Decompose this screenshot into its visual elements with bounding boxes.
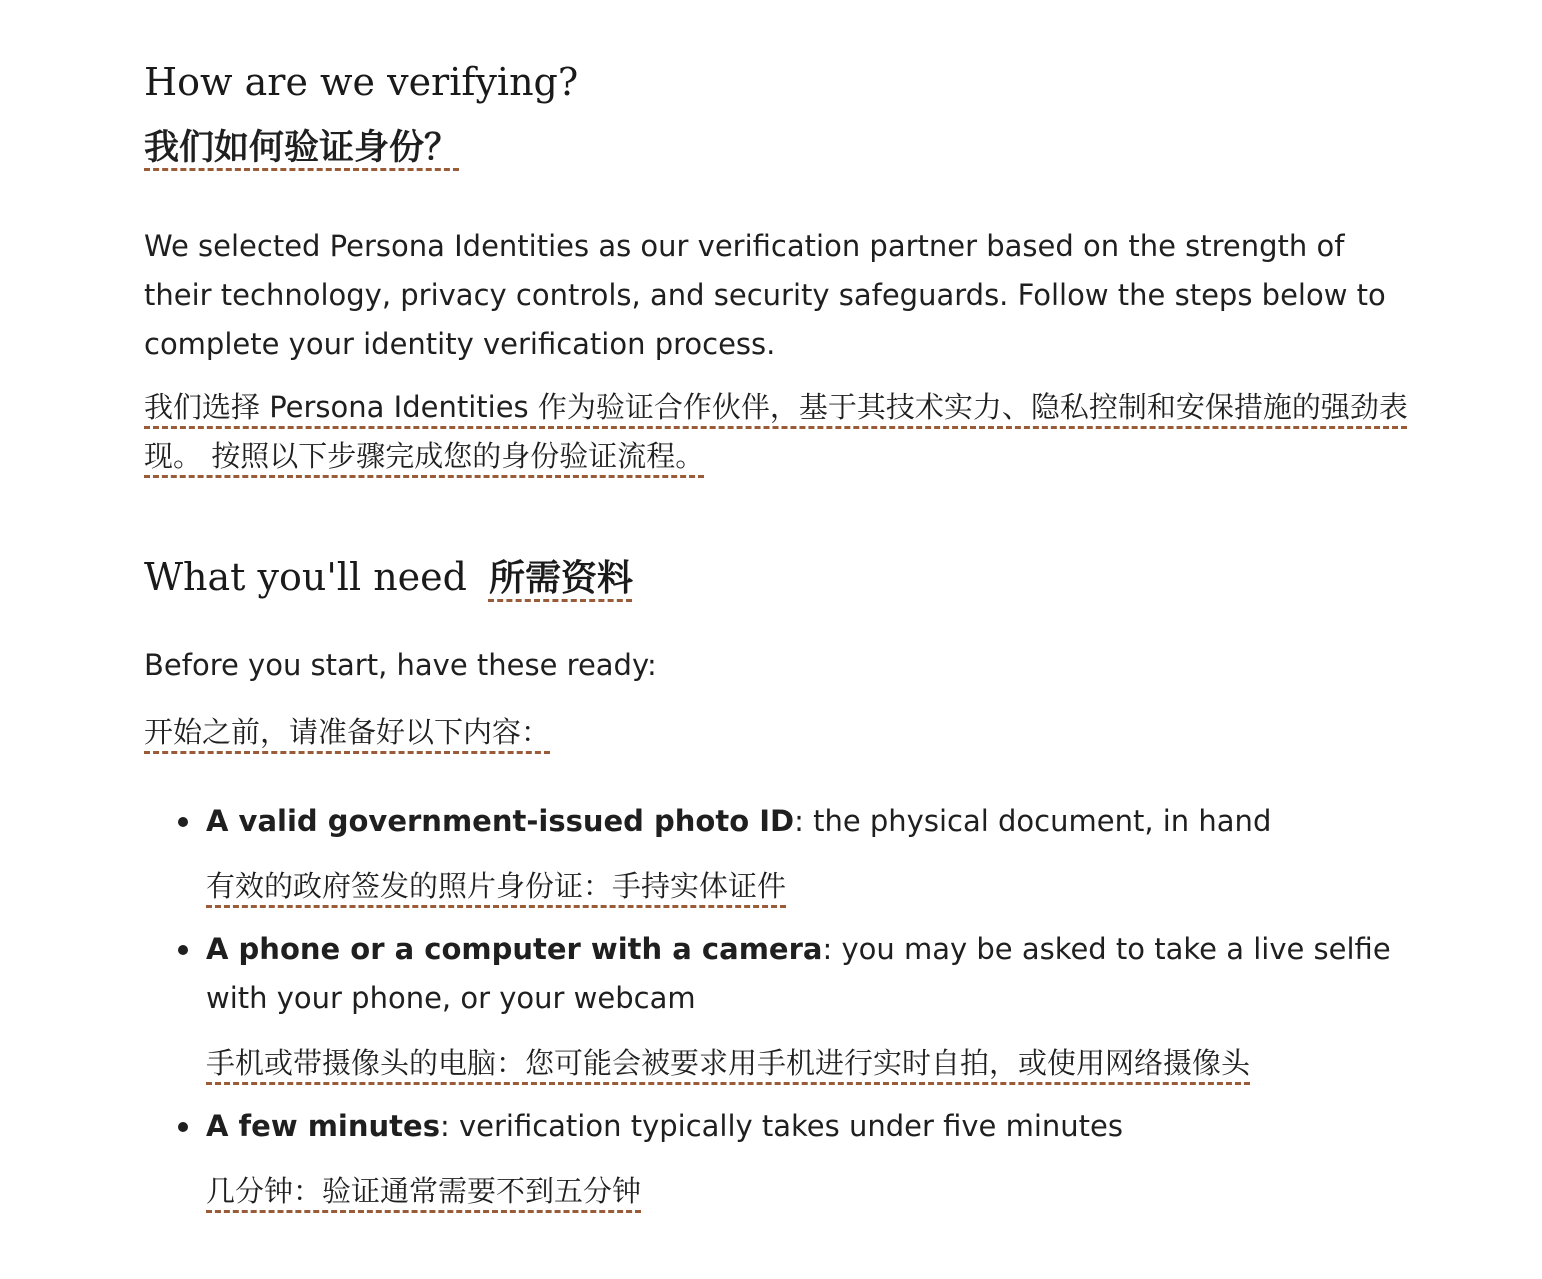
needs-heading-text: What you'll need [144, 555, 467, 599]
needs-heading [144, 551, 1414, 605]
list-item-description: : verification typically takes under five minutes [439, 1109, 1123, 1143]
list-item [144, 1102, 1414, 1216]
bullet-icon [178, 817, 188, 827]
list-item [144, 925, 1414, 1088]
verifying-heading: How are we verifying? [144, 60, 579, 104]
list-item [144, 797, 1414, 911]
list-item-translation: 手机或带摄像头的电脑：您可能会被要求用手机进行实时自拍，或使用网络摄像头 [206, 1046, 1251, 1080]
needs-heading-translation: 所需资料 [488, 558, 633, 599]
list-item-text [206, 797, 1414, 846]
list-item-text [206, 1102, 1414, 1151]
content [144, 56, 1414, 1230]
list-item-description: : the physical document, in hand [794, 804, 1272, 838]
list-item-translation: 有效的政府签发的照片身份证：手持实体证件 [206, 869, 787, 903]
bullet-icon [178, 945, 188, 955]
list-item-translation: 几分钟：验证通常需要不到五分钟 [206, 1174, 642, 1208]
verifying-paragraph: We selected Persona Identities as our verification partner based on the strength of their technology, privacy controls, and security safeguards. Follow the steps below to complete your identity verification process. [144, 229, 1386, 361]
list-item-label: A valid government-issued photo ID [206, 804, 795, 838]
list-item-description: : you may be asked to take a live selfie with your phone, or your webcam [206, 932, 1391, 1015]
needs-intro-translation: 开始之前，请准备好以下内容： [144, 715, 551, 749]
verifying-paragraph-translation: 我们选择 Persona Identities 作为验证合作伙伴，基于其技术实力、隐私控制和安保措施的强劲表现。 按照以下步骤完成您的身份验证流程。 [144, 390, 1408, 473]
needs-intro: Before you start, have these ready: [144, 648, 657, 682]
needs-list [144, 797, 1414, 1216]
verifying-heading-translation: 我们如何验证身份？ [144, 128, 460, 168]
list-item-text [206, 925, 1414, 1023]
list-item-label: A phone or a computer with a camera [206, 932, 823, 966]
bullet-icon [178, 1122, 188, 1132]
list-item-label: A few minutes [206, 1109, 440, 1143]
